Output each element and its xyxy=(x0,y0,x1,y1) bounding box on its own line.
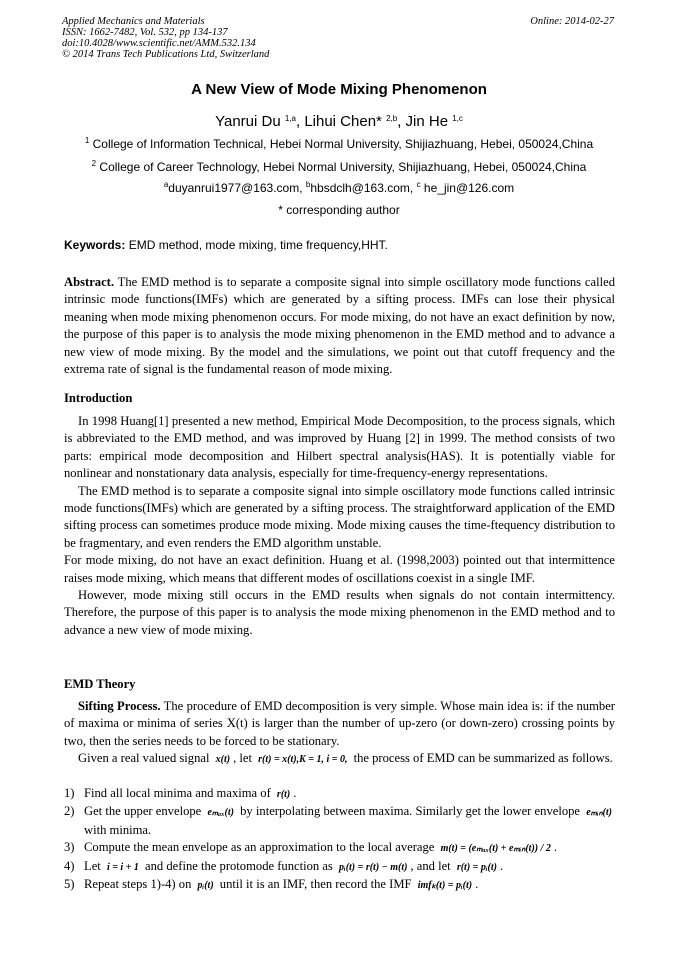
author-1: Yanrui Du xyxy=(215,113,281,130)
journal-copyright: © 2014 Trans Tech Publications Ltd, Switzerland xyxy=(62,49,270,60)
step-4-text-b: and define the protomode function as xyxy=(141,858,336,873)
affiliation-1-sup: 1 xyxy=(84,136,90,145)
emd-steps xyxy=(64,785,615,894)
step-2-math-max: eₘₐₓ(t) xyxy=(207,807,234,819)
step-5-number: 5) xyxy=(64,877,75,892)
author-2: , Lihui Chen* xyxy=(295,113,382,130)
keywords-label: Keywords: xyxy=(64,238,126,252)
author-1-sup: 1,a xyxy=(284,114,296,123)
theory-body xyxy=(64,698,615,769)
step-5-text-b: until it is an IMF, then record the IMF xyxy=(216,877,415,892)
author-2-sup: 2,b xyxy=(386,114,398,123)
step-3-end: . xyxy=(553,840,558,855)
affiliation-2-sup: 2 xyxy=(91,159,97,168)
step-4-text: Let xyxy=(84,858,104,873)
step-3-number: 3) xyxy=(64,840,75,855)
math-signal: x(t) xyxy=(215,754,231,766)
step-4-end: . xyxy=(499,858,504,873)
step-1-number: 1) xyxy=(64,786,75,800)
step-4-number: 4) xyxy=(64,858,75,873)
step-4-math-r: r(t) = pᵢ(t) xyxy=(456,861,497,873)
journal-doi: doi:10.4028/www.scientific.net/AMM.532.134 xyxy=(62,38,256,49)
introduction-heading: Introduction xyxy=(64,391,133,405)
email-a[interactable]: duyanrui1977@163.com, xyxy=(168,181,306,195)
author-3: , Jin He xyxy=(397,113,449,130)
step-5-end: . xyxy=(475,877,479,892)
step-4 xyxy=(64,858,615,876)
step-3-math: m(t) = (eₘₐₓ(t) + eₘᵢₙ(t)) / 2 xyxy=(440,843,551,855)
email-c[interactable]: he_jin@126.com xyxy=(420,181,515,195)
author-3-sup: 1,c xyxy=(452,114,463,123)
given-text-a: Given a real valued signal xyxy=(78,751,213,766)
sifting-label: Sifting Process. xyxy=(78,699,161,713)
affiliation-2-text: College of Career Technology, Hebei Normal University, Shijiazhuang, Hebei, 050024,China xyxy=(99,160,587,174)
step-5-math-p: pᵢ(t) xyxy=(197,880,214,892)
step-4-text-c: , and let xyxy=(410,858,454,873)
theory-heading: EMD Theory xyxy=(64,677,136,691)
step-2 xyxy=(64,803,615,839)
affiliation-2 xyxy=(0,160,678,174)
step-2-number: 2) xyxy=(64,804,75,819)
online-date: Online: 2014-02-27 xyxy=(530,16,614,27)
given-text-b: , let xyxy=(233,751,256,766)
step-5-text: Repeat steps 1)-4) on xyxy=(84,877,195,892)
step-4-math-p: pᵢ(t) = r(t) − m(t) xyxy=(339,861,408,873)
affiliation-1-text: College of Information Technical, Hebei Normal University, Shijiazhuang, Hebei, 050024,China xyxy=(92,137,594,151)
given-text-c: the process of EMD can be summarized as follows. xyxy=(350,751,613,766)
sifting-text: The procedure of EMD decomposition is very simple. Whose main idea is: if the number of maxima or minima of series X(t) is larger than the number of up-zero (or down-zero) crossing points by two, then the series needs to be forced to be stationary. xyxy=(64,699,615,748)
step-1-text: Find all local minima and maxima of xyxy=(84,786,274,800)
keywords xyxy=(64,238,388,252)
step-2-text-b: by interpolating between maxima. Similarly get the lower envelope xyxy=(236,804,584,819)
email-a-sup: a xyxy=(163,180,169,189)
keywords-text: EMD method, mode mixing, time frequency,HHT. xyxy=(125,238,388,252)
abstract-label: Abstract. xyxy=(64,275,115,289)
step-1-end: . xyxy=(293,786,297,800)
math-init: r(t) = x(t),K = 1, i = 0, xyxy=(258,754,348,766)
step-4-math-i: i = i + 1 xyxy=(106,861,139,873)
email-c-sup: c xyxy=(416,180,421,189)
abstract-text: The EMD method is to separate a composite signal into simple oscillatory mode functions called intrinsic mode functions(IMFs) which are generated by a sifting process. IMFs can lose their physical meaning when mode mixing phenomenon occurs. For mode mixing, do not have an exact definition by now, the purpose of this paper is to analysis the mode mixing phenomenon in the EMD method and to advance a new view of mode mixing. By the model and the simulations, we point out that cutoff frequency and the extrema rate of signal is the fundamental reason of mode mixing. xyxy=(64,275,615,377)
abstract xyxy=(64,274,615,378)
intro-paragraph-3: For mode mixing, do not have an exact definition. Huang et al. (1998,2003) pointed out that intermittence raises mode mixing, which means that different modes of oscillations coexist in a single IMF. xyxy=(64,553,615,585)
step-5 xyxy=(64,876,615,894)
journal-issn: ISSN: 1662-7482, Vol. 532, pp 134-137 xyxy=(62,27,228,38)
journal-header xyxy=(62,16,269,60)
journal-name: Applied Mechanics and Materials xyxy=(62,16,205,27)
intro-paragraph-2: The EMD method is to separate a composite signal into simple oscillatory mode functions called intrinsic mode functions(IMFs) which are generated by a sifting process. The straightforward application of the EMD sifting process can sometimes produce mode mixing. Mode mixing causes the time-ftequency distribution to be fragmentary, and even renders the EMD algorithm unstable. xyxy=(64,483,615,550)
step-2-text: Get the upper envelope xyxy=(84,804,205,819)
step-3 xyxy=(64,839,615,857)
step-5-math-imf: imfₖ(t) = pᵢ(t) xyxy=(417,880,473,892)
paper-title: A New View of Mode Mixing Phenomenon xyxy=(191,81,487,98)
corresponding-note: * corresponding author xyxy=(278,203,400,217)
email-b[interactable]: hbsdclh@163.com, xyxy=(310,181,417,195)
intro-paragraph-4: However, mode mixing still occurs in the EMD results when signals do not contain intermittency. Therefore, the purpose of this paper is to analysis the mode mixing phenomenon in the EMD method and to advance a new view of mode mixing. xyxy=(64,588,615,637)
intro-paragraph-1: In 1998 Huang[1] presented a new method, Empirical Mode Decomposition, to the process signals, which is abbreviated to the EMD method, and was improved by Huang [2] in 1999. The method consists of two parts: empirical mode decomposition and Hilbert spectral analysis(HAS). It is potentially viable for nonlinear and nonstationary data analysis, especially for time-frequency-energy representations. xyxy=(64,414,615,481)
step-3-text: Compute the mean envelope as an approximation to the local average xyxy=(84,840,438,855)
affiliation-1 xyxy=(0,137,678,151)
step-1-math: r(t) xyxy=(276,789,291,800)
introduction-body xyxy=(64,413,615,639)
step-1 xyxy=(64,785,615,803)
step-2-math-min: eₘᵢₙ(t) xyxy=(586,807,612,819)
email-b-sup: b xyxy=(305,180,311,189)
author-list xyxy=(0,113,678,130)
step-2-end: with minima. xyxy=(84,822,152,837)
author-emails xyxy=(0,181,678,195)
